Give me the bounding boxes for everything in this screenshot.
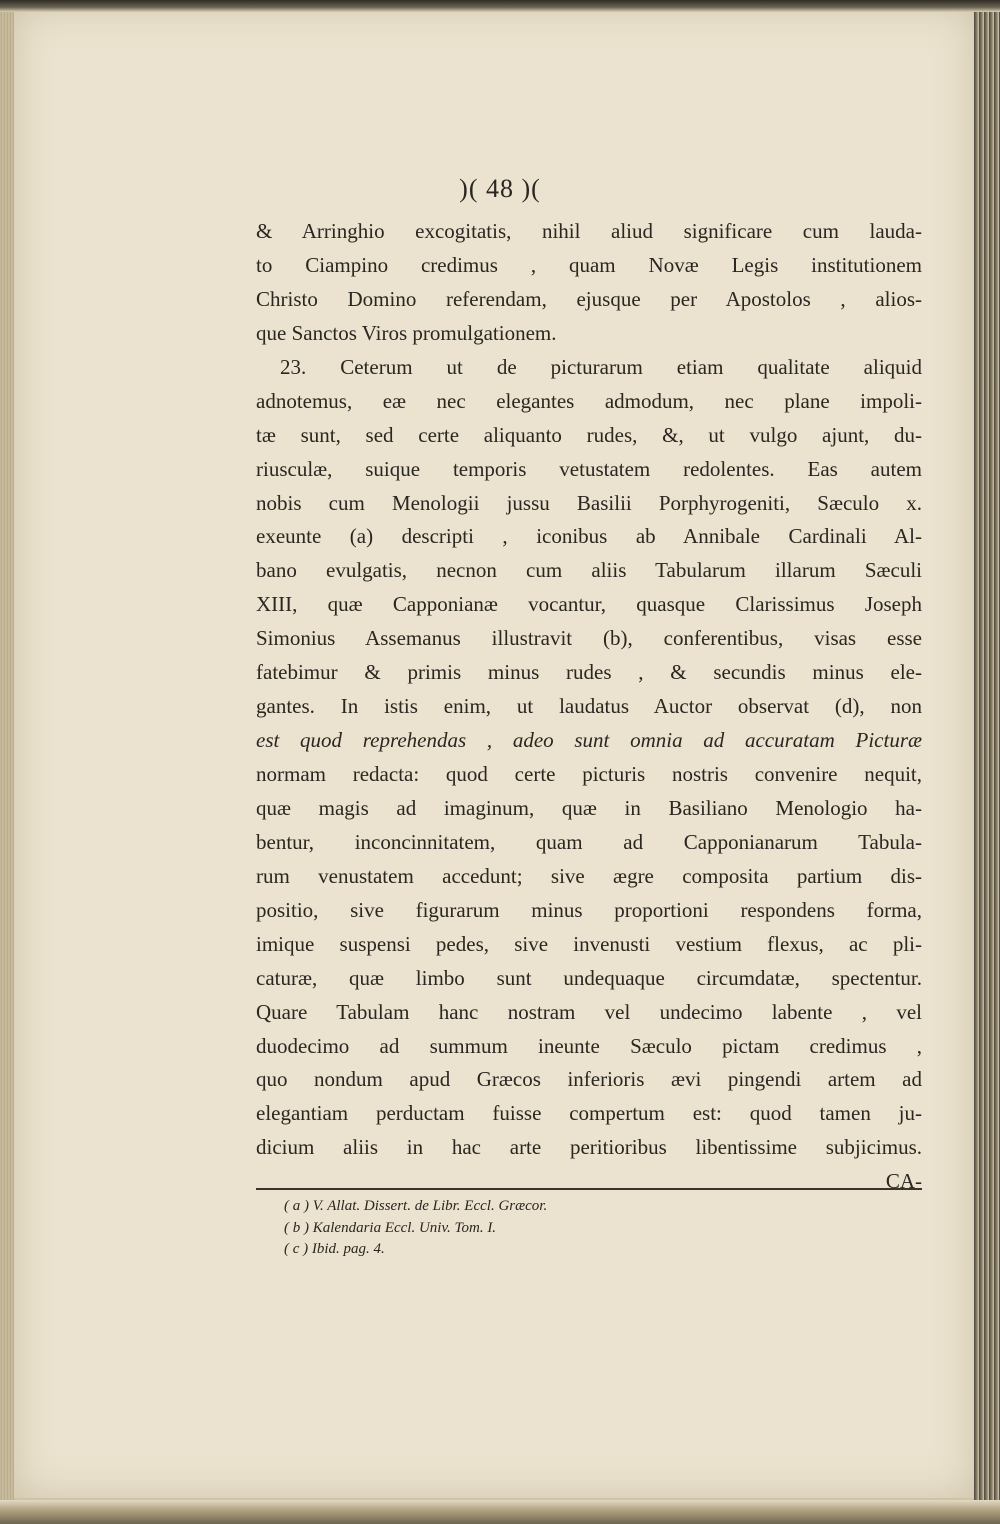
book-top-edge [0,0,1000,12]
text-line: exeunte (a) descripti , iconibus ab Annibale Cardinali Al- [256,524,922,549]
text-line: quo nondum apud Græcos inferioris ævi pingendi artem ad [256,1067,922,1092]
text-line: elegantiam perductam fuisse compertum est: quod tamen ju- [256,1101,922,1126]
text-line: rum venustatem accedunt; sive ægre composita partium dis- [256,863,922,888]
text-line: riusculæ, suique temporis vetustatem redolentes. Eas autem [256,456,922,481]
text-line: normam redacta: quod certe picturis nostris convenire nequit, [256,762,922,786]
body-text [256,215,922,1199]
text-line: to Ciampino credimus , quam Novæ Legis institutionem [256,252,922,277]
footnotes [284,1196,904,1261]
text-line: dicium aliis in hac arte peritioribus libentissime subjicimus. [256,1135,922,1160]
text-line: est quod reprehendas , adeo sunt omnia ad accuratam Picturæ [256,728,922,753]
page-gutter [0,0,14,1524]
text-line: fatebimur & primis minus rudes , & secundis minus ele- [256,660,922,685]
text-line: & Arringhio excogitatis, nihil aliud significare cum lauda- [256,219,922,243]
text-line: que Sanctos Viros promulgationem. [256,320,557,345]
text-line: nobis cum Menologii jussu Basilii Porphyrogeniti, Sæculo x. [256,490,922,515]
catchword: CA- [885,1169,922,1194]
text-line: imique suspensi pedes, sive invenusti vestium flexus, ac pli- [256,931,922,956]
book-bottom-edge [0,1500,1000,1524]
footnote-rule [256,1188,922,1190]
footnote: ( c ) Ibid. pag. 4. [284,1241,385,1257]
text-line: bano evulgatis, necnon cum aliis Tabularum illarum Sæculi [256,558,922,583]
text-line: tæ sunt, sed certe aliquanto rudes, &, ut vulgo ajunt, du- [256,422,922,447]
text-line: bentur, inconcinnitatem, quam ad Capponianarum Tabula- [256,829,922,854]
text-line: caturæ, quæ limbo sunt undequaque circumdatæ, spectentur. [256,965,922,990]
text-line: duodecimo ad summum ineunte Sæculo pictam credimus , [256,1033,922,1058]
text-line: gantes. In istis enim, ut laudatus Auctor observat (d), non [256,694,922,719]
footnote: ( a ) V. Allat. Dissert. de Libr. Eccl. Græcor. [284,1198,548,1214]
text-line: adnotemus, eæ nec elegantes admodum, nec plane impoli- [256,388,922,413]
text-line: Christo Domino referendam, ejusque per Apostolos , alios- [256,286,922,311]
text-line: quæ magis ad imaginum, quæ in Basiliano Menologio ha- [256,795,922,820]
text-line: XIII, quæ Capponianæ vocantur, quasque Clarissimus Joseph [256,592,922,617]
footnote: ( b ) Kalendaria Eccl. Univ. Tom. I. [284,1219,497,1236]
text-line: positio, sive figurarum minus proportioni respondens forma, [256,897,922,922]
text-line: 23. Ceterum ut de picturarum etiam qualitate aliquid [280,354,922,379]
text-line: Simonius Assemanus illustravit (b), conferentibus, visas esse [256,626,922,651]
page-header: )( 48 )( [459,174,541,203]
book-fore-edge [974,0,1000,1524]
text-line: Quare Tabulam hanc nostram vel undecimo labente , vel [256,999,922,1024]
